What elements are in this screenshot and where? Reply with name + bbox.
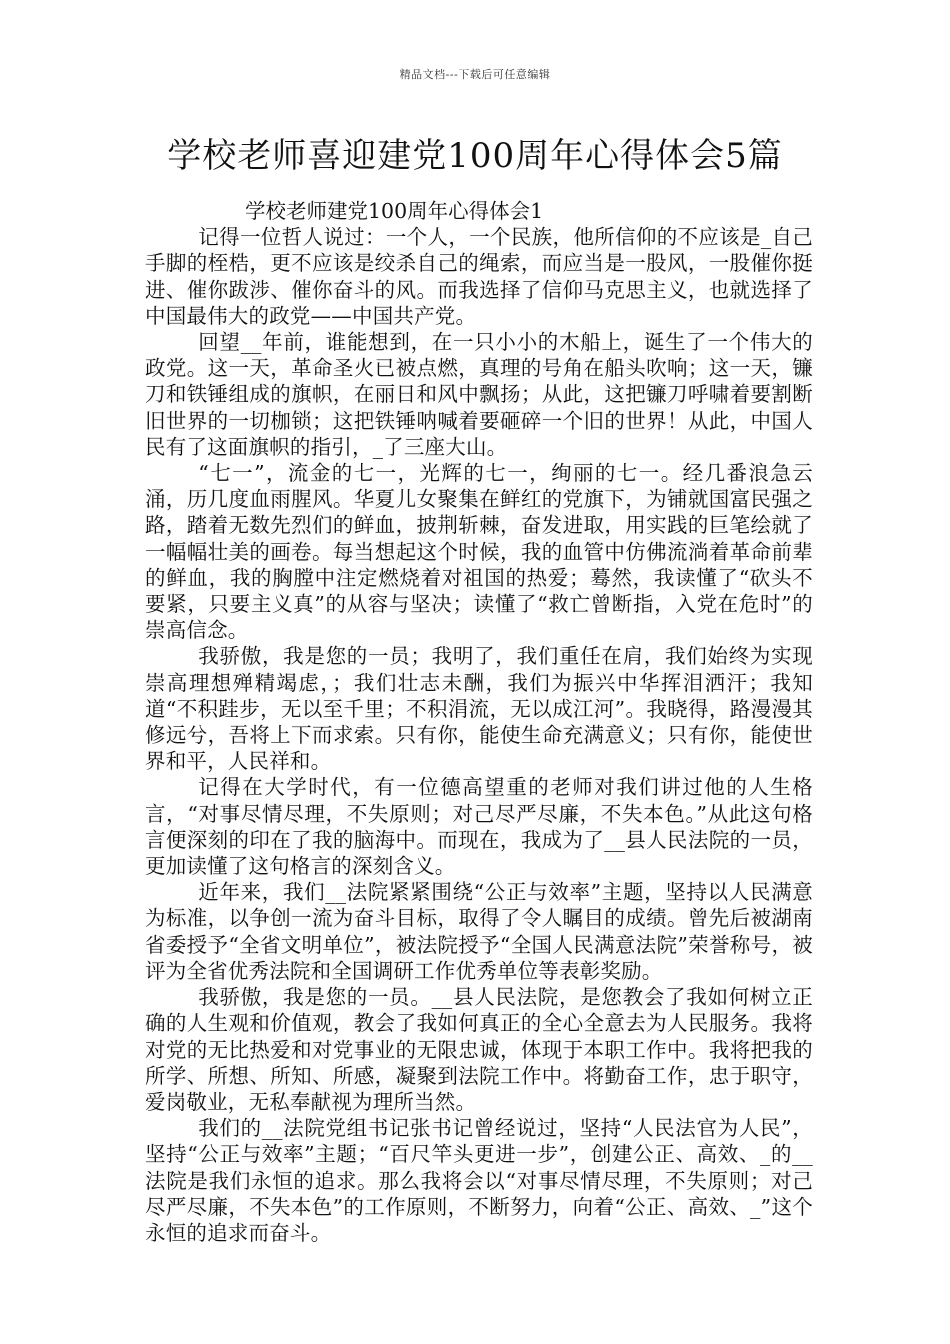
paragraph-4: 我骄傲，我是您的一员；我明了，我们重任在肩，我们始终为实现崇高理想殚精竭虑，；我们壮志未酬，我们为振兴中华挥泪洒汗；我知道“不积跬步，无以至千里；不积涓流，无以成江河”。我晓得，路漫漫其修远兮，吾将上下而求索。只有你，能使生命充满意义；只有你，能使世界和平，人民祥和。 [145,644,813,774]
paragraph-6: 近年来，我们__法院紧紧围绕“公正与效率”主题，坚持以人民满意为标准，以争创一流为奋斗目标，取得了令人瞩目的成绩。曾先后被湖南省委授予“全省文明单位”，被法院授予“全国人民满意法院”荣誉称号，被评为全省优秀法院和全国调研工作优秀单位等表彰奖励。 [145,880,813,983]
paragraph-5: 记得在大学时代，有一位德高望重的老师对我们讲过他的人生格言，“对事尽情尽理，不失原则；对己尽严尽廉，不失本色。”从此这句格言便深刻的印在了我的脑海中。而现在，我成为了__县人民法院的一员，更加读懂了这句格言的深刻含义。 [145,775,813,879]
paragraph-2: 回望__年前，谁能想到，在一只小小的木船上，诞生了一个伟大的政党。这一天，革命圣火已被点燃，真理的号角在船头吹响；这一天，镰刀和铁锤组成的旗帜，在丽日和风中飘扬；从此，这把镰刀呼啸着要割断旧世界的一切枷锁；这把铁锤呐喊着要砸碎一个旧的世界！从此，中国人民有了这面旗帜的指引，_了三座大山。 [145,330,813,459]
paragraph-8: 我们的__法院党组书记张书记曾经说过，坚持“人民法官为人民”，坚持“公正与效率”主题；“百尺竿头更进一步”，创建公正、高效、_的__法院是我们永恒的追求。那么我将会以“对事尽情尽理，不失原则；对己尽严尽廉，不失本色”的工作原则，不断努力，向着“公正、高效、_”这个永恒的追求而奋斗。 [145,1116,813,1245]
section-subtitle: 学校老师建党100周年心得体会1 [245,199,544,223]
document-body [145,198,813,1246]
document-title: 学校老师喜迎建党100周年心得体会5篇 [167,136,783,176]
paragraph-3: “七一”，流金的七一，光辉的七一，绚丽的七一。经几番浪急云涌，历几度血雨腥风。华夏儿女聚集在鲜红的党旗下，为铺就国富民强之路，踏着无数先烈们的鲜血，披荆斩棘，奋发进取，用实践的巨笔绘就了一幅幅壮美的画卷。每当想起这个时候，我的血管中仿佛流淌着革命前辈的鲜血，我的胸膛中注定燃烧着对祖国的热爱；蓦然，我读懂了“砍头不要紧，只要主义真”的从容与坚决；读懂了“救亡曾断指，入党在危时”的崇高信念。 [145,461,813,643]
paragraph-1: 记得一位哲人说过：一个人，一个民族，他所信仰的不应该是_自己手脚的桎梏，更不应该是绞杀自己的绳索，而应当是一股风，一股催你挺进、催你跋涉、催你奋斗的风。而我选择了信仰马克思主义，也就选择了中国最伟大的政党——中国共产党。 [145,225,813,328]
header-note: 精品文档---下载后可任意编辑 [399,68,551,81]
paragraph-7: 我骄傲，我是您的一员。__县人民法院，是您教会了我如何树立正确的人生观和价值观，教会了我如何真正的全心全意去为人民服务。我将对党的无比热爱和对党事业的无限忠诚，体现于本职工作中。我将把我的所学、所想、所知、所感，凝聚到法院工作中。将勤奋工作，忠于职守，爱岗敬业，无私奉献视为理所当然。 [145,985,813,1114]
